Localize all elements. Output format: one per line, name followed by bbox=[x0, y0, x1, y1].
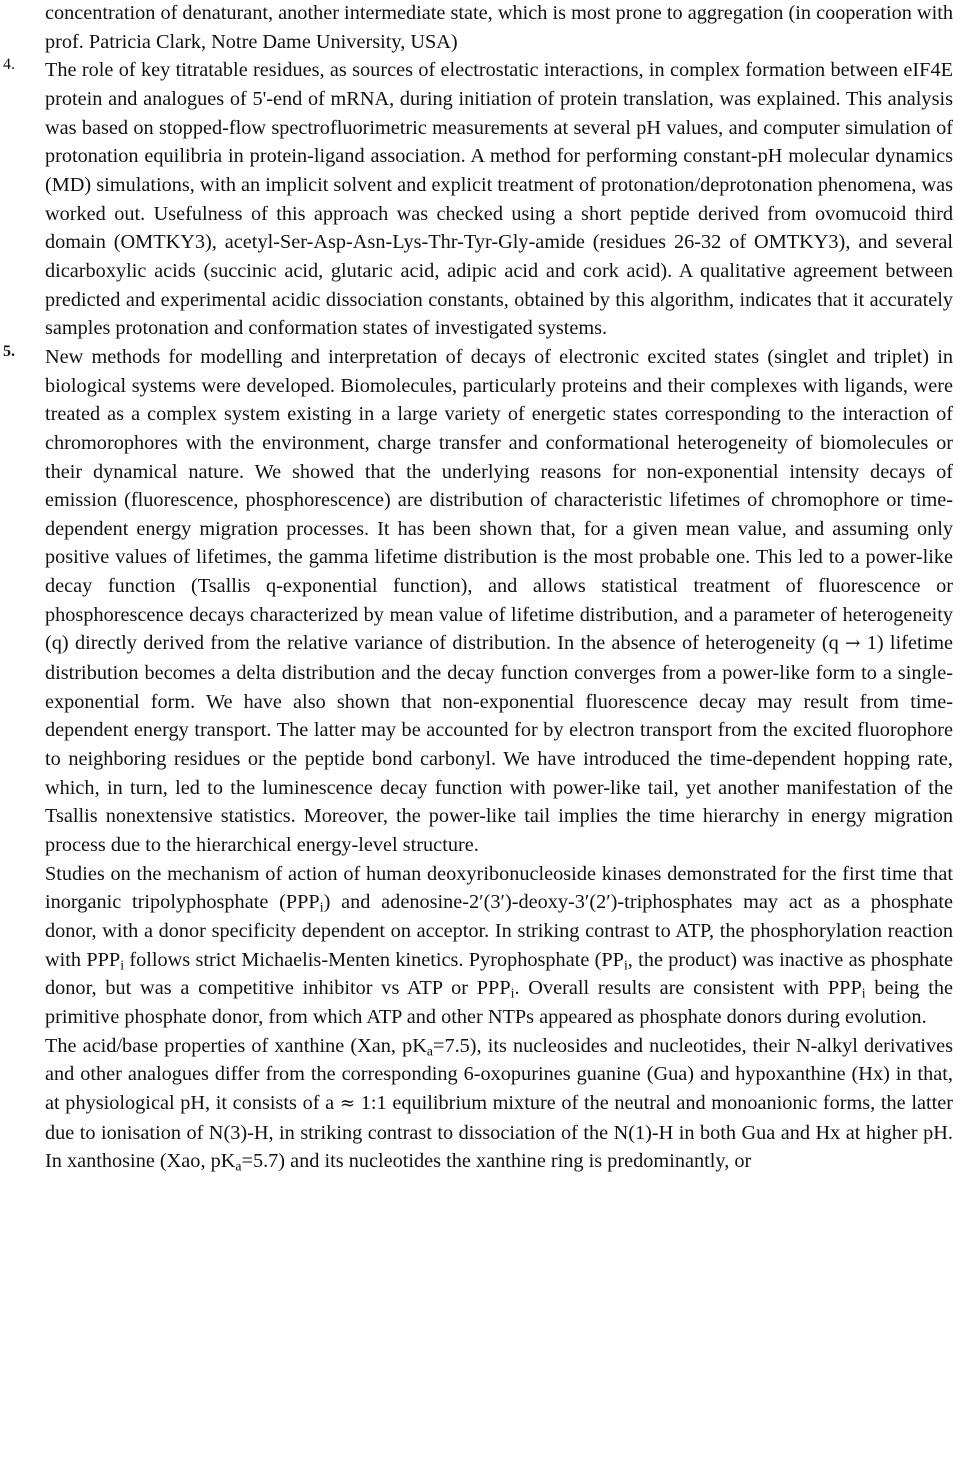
subscript-a: a bbox=[426, 1043, 433, 1059]
xanthine-text-4: =5.7) and its nucleotides the xanthine ring is predominantly, or bbox=[241, 1150, 752, 1173]
xanthine-text-2: =7.5), its nucleosides and nucleotides, their N-alkyl derivatives and other analogues differ from the corresponding 6-oxopurines guanine (Gua) and hypoxanthine (Hx) in that, at physiological pH, it consists of a bbox=[45, 1034, 953, 1114]
subscript-i: i bbox=[510, 985, 515, 1001]
list-number-4: 4. bbox=[3, 56, 15, 74]
kinases-text-6: being the primitive phosphate donor, from which ATP and other NTPs appeared as phosphate donors during evolution. bbox=[45, 977, 953, 1028]
subscript-i: i bbox=[120, 957, 125, 973]
kinases-text-3: follows strict Michaelis-Menten kinetics. Pyrophosphate (PP bbox=[124, 948, 624, 971]
xanthine-text-1: The acid/base properties of xanthine (Xan, pK bbox=[45, 1034, 427, 1057]
list-item-5 bbox=[3, 342, 954, 860]
subscript-i: i bbox=[319, 899, 324, 915]
kinases-text-5: . Overall results are consistent with PPP bbox=[514, 977, 862, 1000]
item-5-text-part-a: New methods for modelling and interpretation of decays of electronic excited states (singlet and triplet) in biological systems were developed. Biomolecules, particularly proteins and their complexes with ligands, were treated as a complex system existing in a large variety of energetic states corresponding to the interaction of chromorophores with the environment, charge transfer and conformational heterogeneity of biomolecules or their dynamical nature. We showed that the underlying reasons for non-exponential intensity decays of emission (fluorescence, phosphorescence) are distribution of characteristic lifetimes of chromophore or time-dependent energy migration processes. It has been shown that, for a given mean value, and assuming only positive values of lifetimes, the gamma lifetime distribution is the most probable one. This led to a power-like decay function (Tsallis q-exponential function), and allows statistical treatment of fluorescence or phosphorescence decays characterized by mean value of lifetime distribution, and a parameter of heterogeneity (q) directly derived from the relative variance of distribution. In the absence of heterogeneity (q bbox=[45, 345, 953, 655]
intro-paragraph: concentration of denaturant, another intermediate state, which is most prone to aggregation (in cooperation with prof. Patricia Clark, Notre Dame University, USA) bbox=[45, 2, 953, 53]
arrow-symbol: → bbox=[845, 633, 861, 655]
item-4-text: The role of key titratable residues, as sources of electrostatic interactions, in complex formation between eIF4E protein and analogues of 5'-end of mRNA, during initiation of protein translation, was explained. This analysis was based on stopped-flow spectrofluorimetric measurements at several pH values, and computer simulation of protonation equilibria in protein-ligand association. A method for performing constant-pH molecular dynamics (MD) simulations, with an implicit solvent and explicit treatment of protonation/deprotonation phenomena, was worked out. Usefulness of this approach was checked using a short peptide derived from ovomucoid third domain (OMTKY3), acetyl-Ser-Asp-Asn-Lys-Thr-Tyr-Gly-amide (residues 26-32 of OMTKY3), and several dicarboxylic acids (succinic acid, glutaric acid, adipic acid and cork acid). A qualitative agreement between predicted and experimental acidic dissociation constants, obtained by this algorithm, indicates that it accurately samples protonation and conformation states of investigated systems. bbox=[45, 59, 953, 340]
list-number-5: 5. bbox=[3, 342, 15, 360]
subscript-a: a bbox=[235, 1158, 242, 1174]
kinases-text-1: Studies on the mechanism of action of human deoxyribonucleoside kinases demonstrated for the first time that inorganic tripolyphosphate (PPP bbox=[45, 862, 953, 914]
kinases-paragraph bbox=[45, 860, 953, 1032]
xanthine-paragraph bbox=[45, 1032, 953, 1176]
kinases-text-2: ) and adenosine-2′(3′)-deoxy-3′(2′)-triphosphates may act as a phosphate donor, with a donor specificity dependent on acceptor. In striking contrast to ATP, the phosphorylation reaction with PPP bbox=[45, 891, 953, 971]
subscript-i: i bbox=[861, 985, 866, 1001]
approx-symbol: ≈ bbox=[339, 1092, 356, 1114]
subscript-i: i bbox=[623, 957, 628, 973]
item-5-text-part-b: 1) lifetime distribution becomes a delta distribution and the decay function converges from a power-like form to a single-exponential form. We have also shown that non-exponential fluorescence decay may result from time-dependent energy transport. The latter may be accounted for by electron transport from the excited fluorophore to neighboring residues or the peptide bond carbonyl. We have introduced the time-dependent hopping rate, which, in turn, led to the luminescence decay function with power-like tail, yet another manifestation of the Tsallis nonextensive statistics. Moreover, the power-like tail implies the time hierarchy in energy migration process due to the hierarchical energy-level structure. bbox=[45, 632, 954, 857]
item-5-text bbox=[45, 343, 953, 860]
kinases-text-4: , the product) was inactive as phosphate donor, but was a competitive inhibitor vs ATP or PPP bbox=[45, 948, 954, 1000]
xanthine-text-3: 1:1 equilibrium mixture of the neutral and monoanionic forms, the latter due to ionisation of N(3)-H, in striking contrast to dissociation of the N(1)-H in both Gua and Hx at higher pH. In xanthosine (Xao, pK bbox=[45, 1091, 953, 1173]
list-item-4 bbox=[3, 56, 953, 343]
